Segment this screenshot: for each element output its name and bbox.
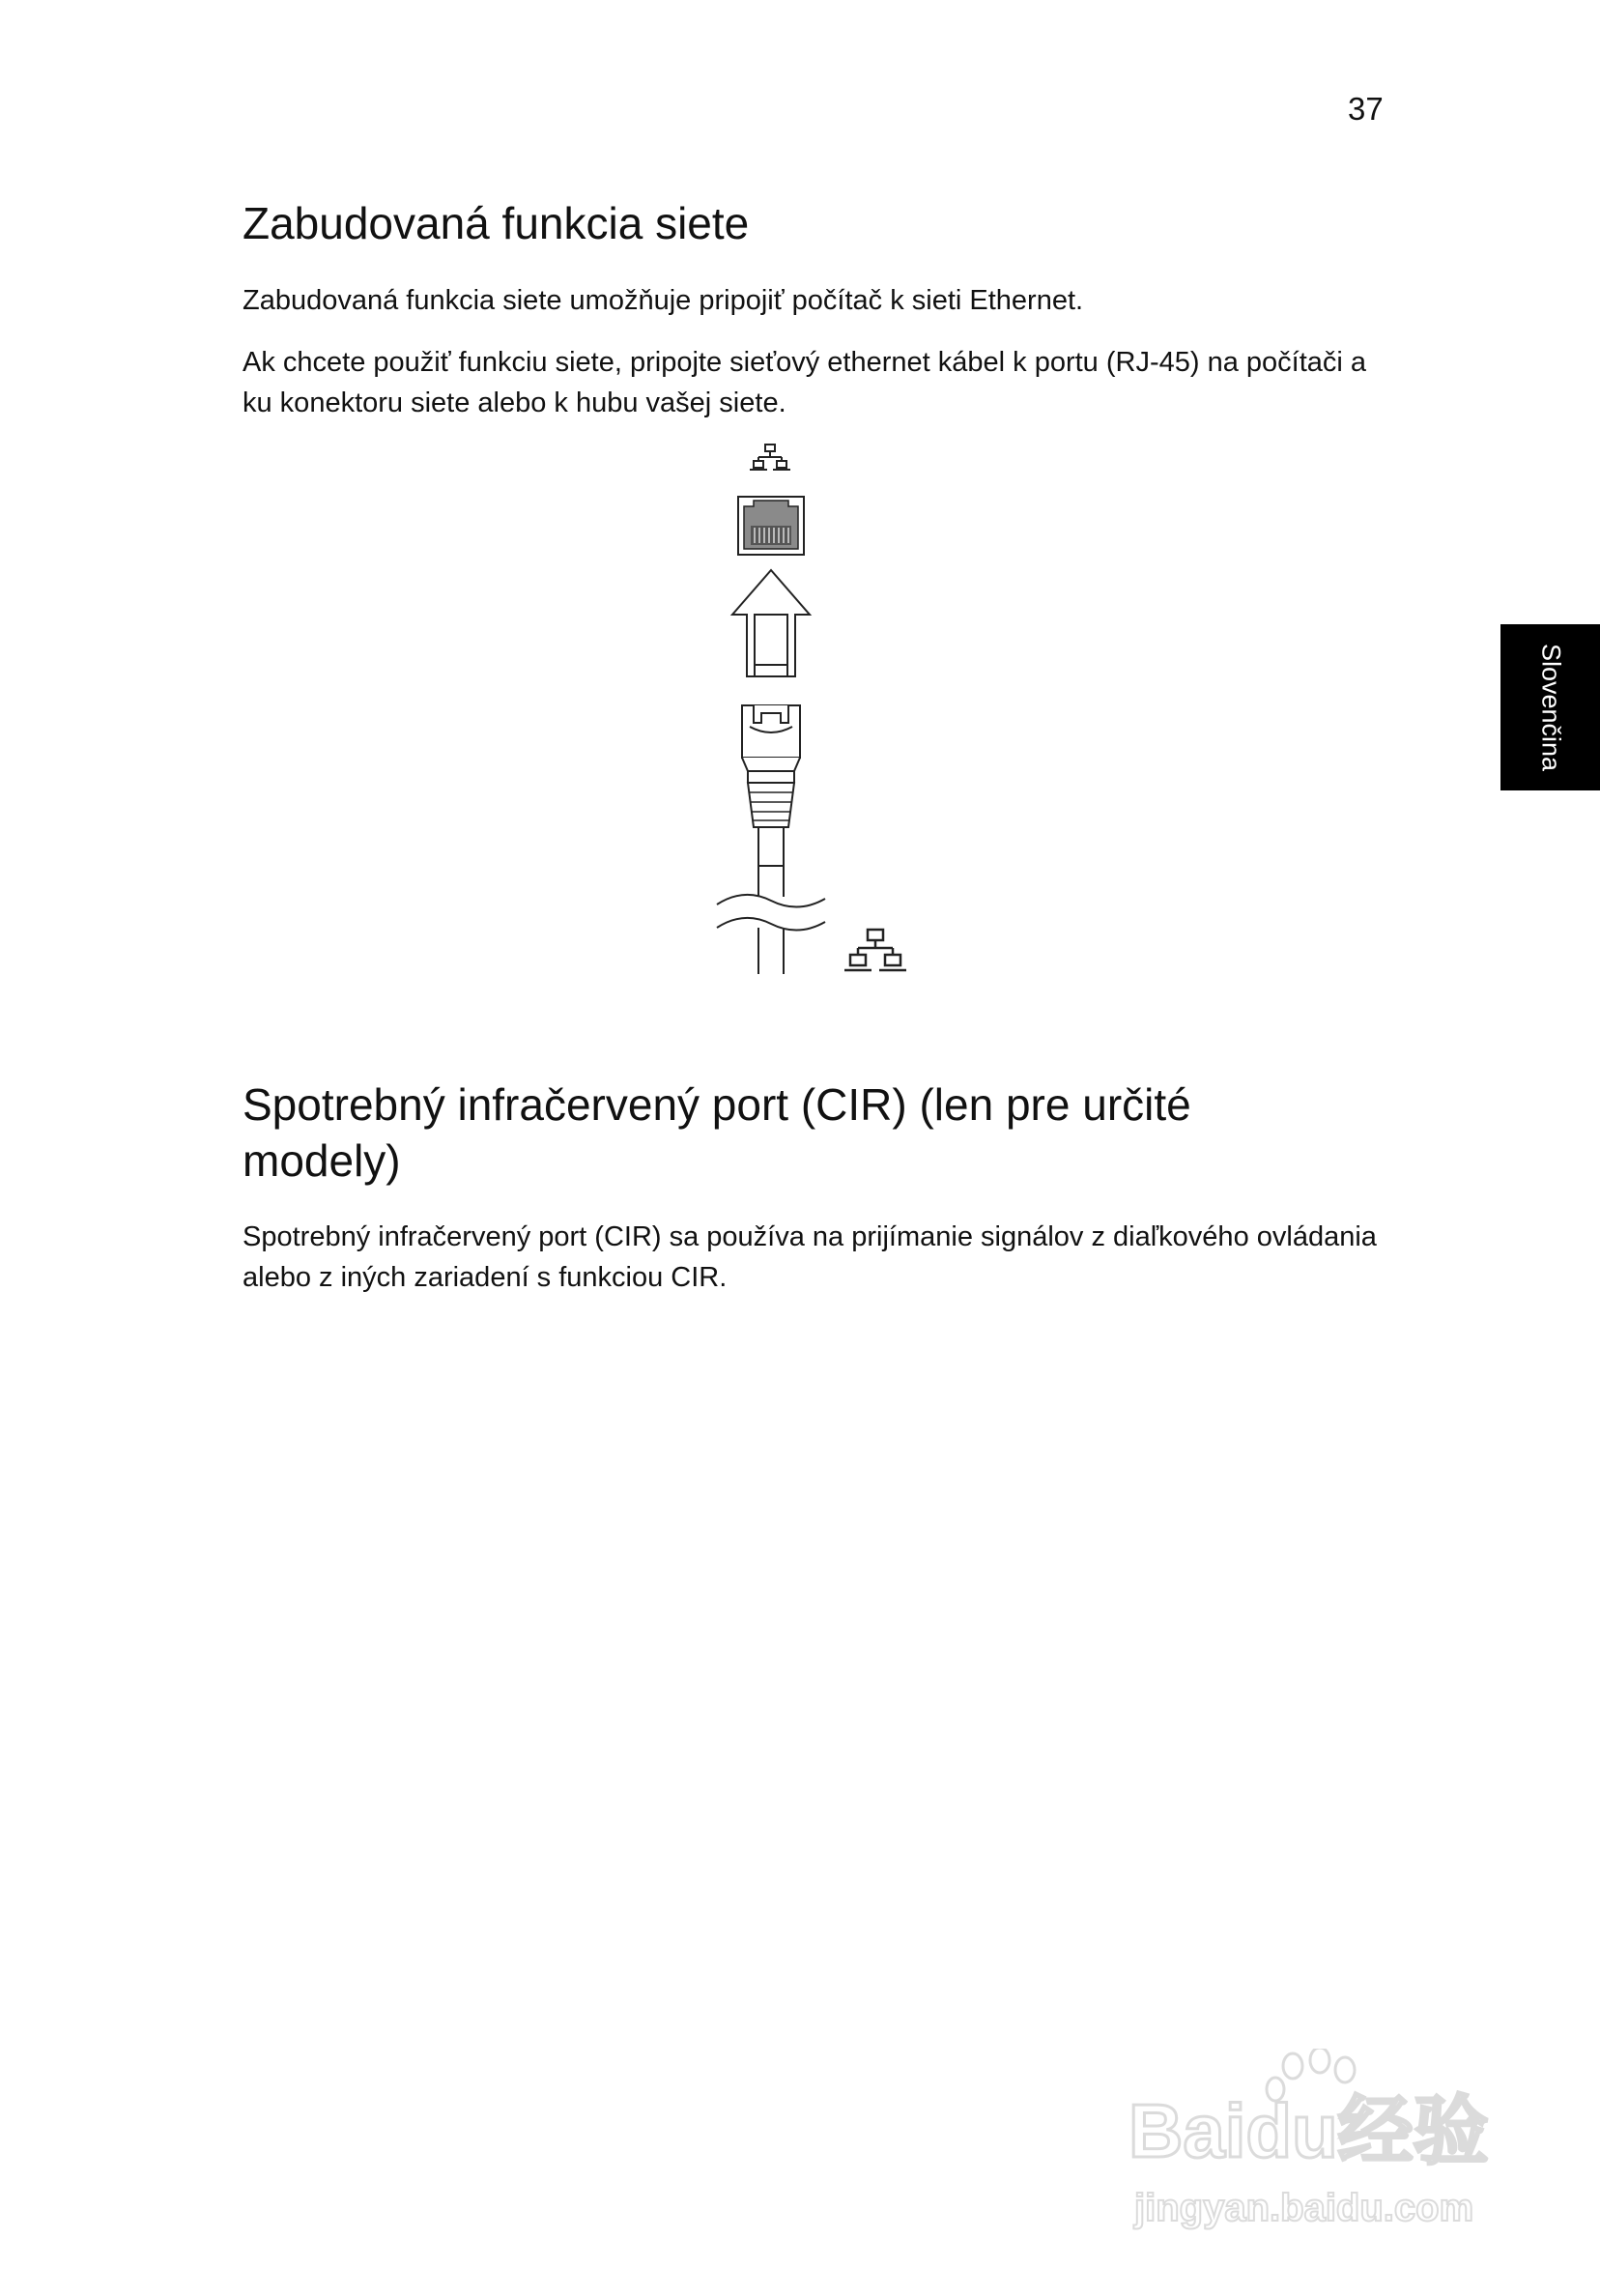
up-arrow-icon [732, 570, 810, 676]
ethernet-connection-diagram [705, 433, 928, 993]
paragraph-network-intro: Zabudovaná funkcia siete umožňuje pripojiť počítač k sieti Ethernet. [243, 285, 1084, 316]
watermark-url: jingyan.baidu.com [1134, 2187, 1474, 2229]
rj45-plug-icon [742, 705, 800, 866]
paragraph-cir: Spotrebný infračervený port (CIR) sa používa na prijímanie signálov z diaľkového ovládania alebo z iných zariadení s funkciou CIR. [243, 1221, 1377, 1293]
cable-break-icon [717, 866, 825, 974]
language-side-tab [1500, 624, 1600, 790]
page-number: 37 [1348, 91, 1384, 127]
paragraph-network-usage: Ak chcete použiť funkciu siete, pripojte sieťový ethernet kábel k portu (RJ-45) na počítači a ku konektoru siete alebo k hubu vašej siete. [243, 347, 1367, 418]
network-icon [844, 930, 906, 970]
watermark-brand: Baidu经验 [1129, 2088, 1489, 2173]
section-title-network: Zabudovaná funkcia siete [243, 198, 750, 248]
baidu-watermark [1121, 2049, 1507, 2242]
section-title-cir: Spotrebný infračervený port (CIR) (len pre určité modely) [243, 1079, 1191, 1186]
language-label: Slovenčina [1536, 643, 1565, 772]
network-icon [750, 445, 790, 470]
rj45-port-icon [738, 497, 804, 555]
